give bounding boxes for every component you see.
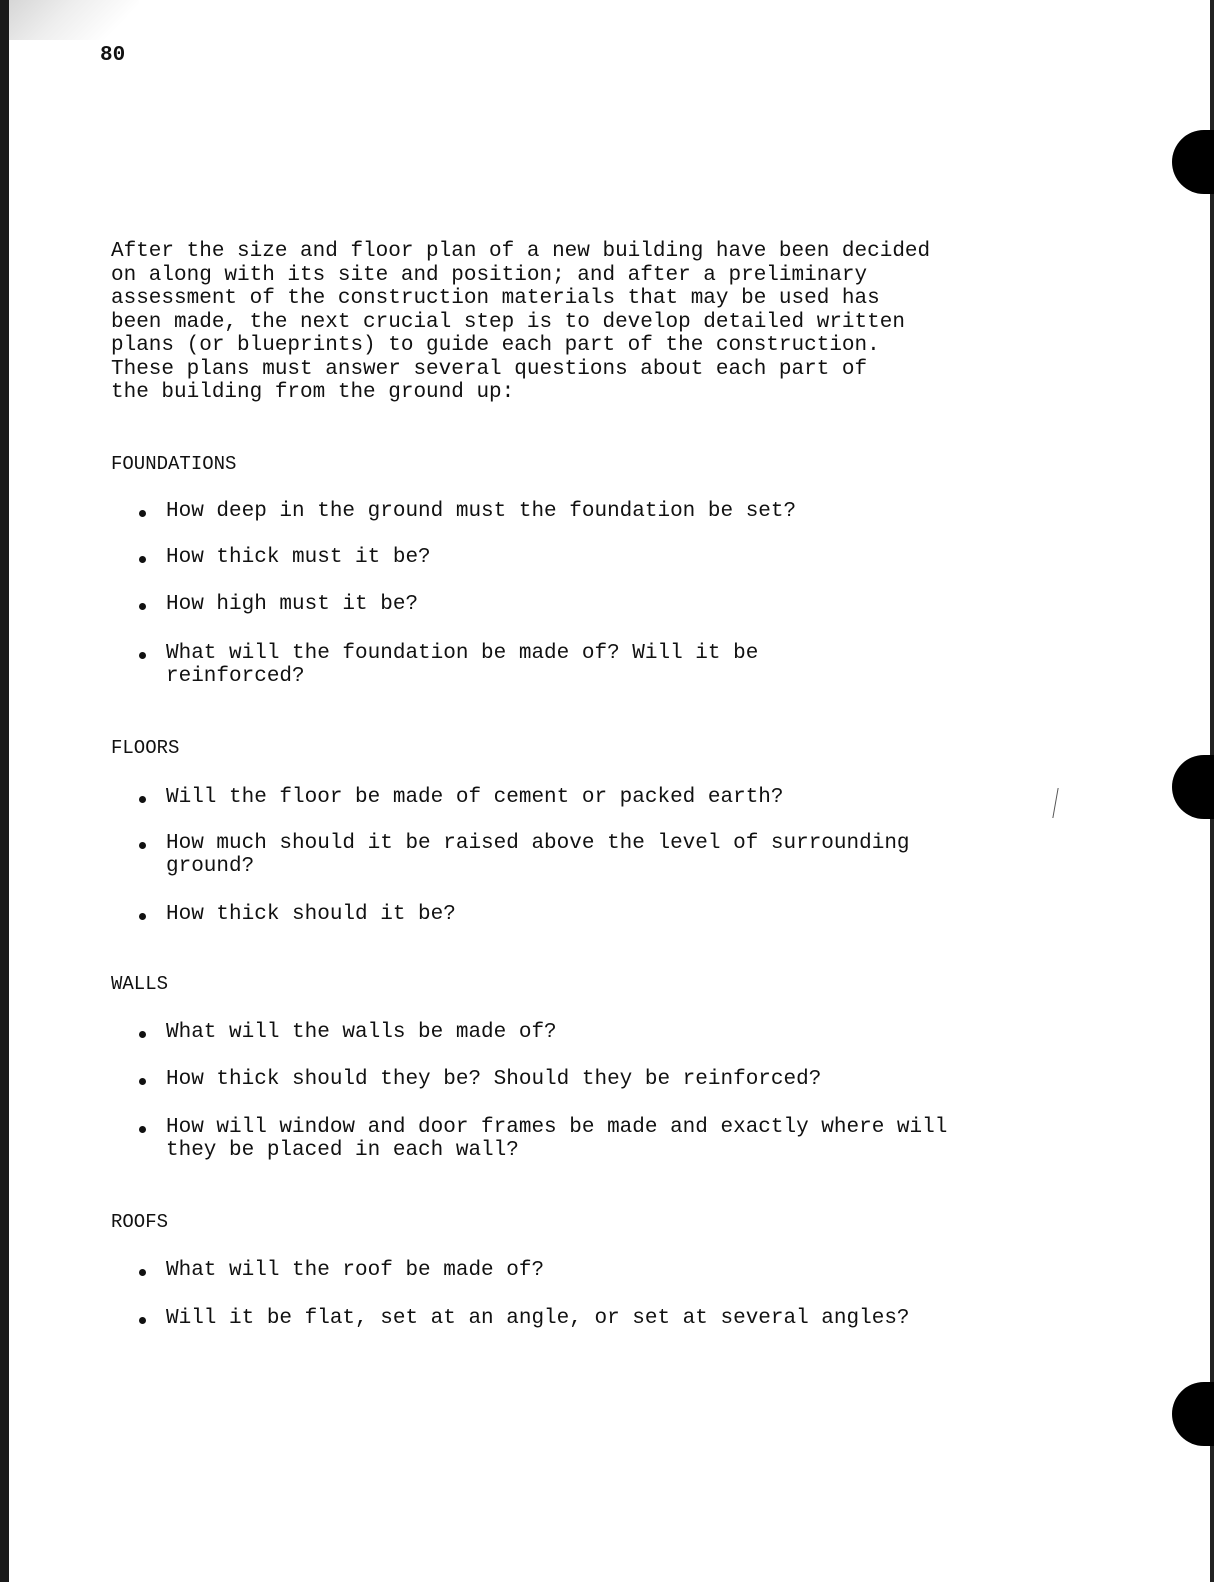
- bullet-icon: [139, 842, 146, 849]
- list-item: [139, 1068, 1069, 1091]
- scan-left-edge: [0, 0, 9, 1582]
- intro-paragraph: After the size and floor plan of a new building have been decided on along with its site and position; and after a preliminary assessment of the construction materials that may be used has been made, the next crucial step is to develop detailed written plans (or blueprints) to guide each part of the construction. These plans must answer several questions about each part of the building from the ground up:: [111, 240, 931, 404]
- foundations-list: [139, 500, 1069, 688]
- bullet-icon: [139, 1126, 146, 1133]
- floors-list: [139, 786, 1069, 926]
- list-item-text: How much should it be raised above the level of surrounding ground?: [166, 832, 910, 878]
- list-item-text: How thick should they be? Should they be reinforced?: [166, 1068, 822, 1091]
- list-item-text: How thick must it be?: [166, 546, 431, 569]
- bullet-icon: [139, 1269, 146, 1276]
- punch-hole-middle: [1172, 755, 1214, 819]
- bullet-icon: [139, 796, 146, 803]
- list-item: [139, 546, 1069, 569]
- scan-corner-smudge: [9, 0, 139, 40]
- list-item-text: How will window and door frames be made and exactly where will they be placed in each wall?: [166, 1116, 948, 1162]
- bullet-icon: [139, 1031, 146, 1038]
- bullet-icon: [139, 652, 146, 659]
- list-item-text: How deep in the ground must the foundation be set?: [166, 500, 797, 523]
- bullet-icon: [139, 1317, 146, 1324]
- page-number: 80: [100, 44, 126, 67]
- bullet-icon: [139, 913, 146, 920]
- roofs-list: [139, 1259, 1069, 1330]
- list-item: [139, 1021, 1069, 1044]
- list-item-text: What will the foundation be made of? Will it be reinforced?: [166, 642, 759, 688]
- list-item-text: What will the walls be made of?: [166, 1021, 557, 1044]
- punch-hole-top: [1172, 130, 1214, 194]
- punch-hole-bottom: [1172, 1382, 1214, 1446]
- list-item: [139, 786, 1069, 809]
- list-item: [139, 593, 1069, 616]
- walls-list: [139, 1021, 1069, 1162]
- list-item: [139, 1116, 1069, 1162]
- list-item: [139, 1259, 1069, 1282]
- bullet-icon: [139, 1078, 146, 1085]
- list-item: [139, 832, 1069, 878]
- list-item-text: Will the floor be made of cement or packed earth?: [166, 786, 784, 809]
- section-heading-roofs: ROOFS: [111, 1211, 169, 1233]
- list-item: [139, 1307, 1069, 1330]
- list-item: [139, 642, 1069, 688]
- section-heading-foundations: FOUNDATIONS: [111, 453, 237, 475]
- bullet-icon: [139, 510, 146, 517]
- section-heading-floors: FLOORS: [111, 737, 180, 759]
- list-item: [139, 903, 1069, 926]
- bullet-icon: [139, 603, 146, 610]
- list-item-text: How high must it be?: [166, 593, 419, 616]
- list-item-text: Will it be flat, set at an angle, or set at several angles?: [166, 1307, 910, 1330]
- list-item: [139, 500, 1069, 523]
- list-item-text: How thick should it be?: [166, 903, 456, 926]
- bullet-icon: [139, 556, 146, 563]
- section-heading-walls: WALLS: [111, 973, 169, 995]
- list-item-text: What will the roof be made of?: [166, 1259, 545, 1282]
